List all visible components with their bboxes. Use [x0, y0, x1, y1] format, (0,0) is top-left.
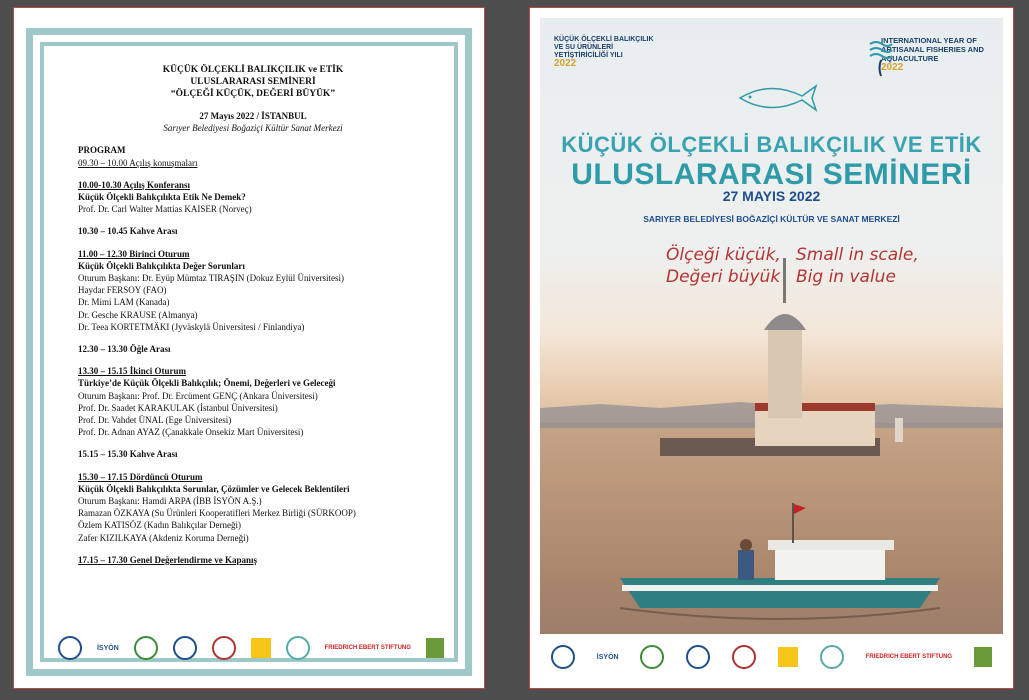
- isyon-logo: İSYÖN: [96, 644, 119, 652]
- session-2-topic: Türkiye’de Küçük Ölçekli Balıkçılık; Önemi, Değerleri ve Geleceği: [78, 378, 336, 389]
- program-date-place: 27 Mayıs 2022 / İSTANBUL: [199, 111, 307, 121]
- program-venue: Sarıyer Belediyesi Boğaziçi Kültür Sanat Merkezi: [163, 123, 343, 134]
- akdeniz-logo-icon: [426, 638, 444, 658]
- program-title-3: “ÖLÇEĞİ KÜÇÜK, DEĞERİ BÜYÜK”: [170, 89, 336, 99]
- session-1-person: Dr. Mimi LAM (Kanada): [78, 297, 170, 308]
- program-title-2: ULUSLARARASI SEMİNERİ: [190, 77, 316, 87]
- header-right-text: INTERNATIONAL YEAR OF ARTISANAL FISHERIES AND AQUACULTURE: [881, 36, 984, 63]
- dernek-logo-icon: [286, 636, 310, 660]
- session-2-person: Oturum Başkanı: Prof. Dr. Ercüment GENÇ (Ankara Üniversitesi): [78, 390, 318, 401]
- header-right-year: 2022: [881, 62, 904, 73]
- session-2-person: Prof. Dr. Adnan AYAZ (Çanakkale Onsekiz Mart Üniversitesi): [78, 427, 304, 438]
- session-2-time: 13.30 – 15.15 İkinci Oturum: [78, 366, 187, 377]
- iyafa-emblem-icon: [868, 38, 894, 78]
- conference-topic: Küçük Ölçekli Balıkçılıkta Etik Ne Demek?: [78, 192, 246, 203]
- session-2-person: Prof. Dr. Saadet KARAKULAK (İstanbul Üniversitesi): [78, 402, 278, 413]
- session-3-person: Özlem KATISÖZ (Kadın Balıkçılar Derneği): [78, 520, 241, 531]
- session-3-person: Oturum Başkanı: Hamdi ARPA (İBB İSYÖN A.Ş.): [78, 496, 262, 507]
- fao-logo-icon: [173, 636, 197, 660]
- opening-line: 09.30 – 10.00 Açılış konuşmaları: [78, 157, 198, 168]
- ege-logo-icon: [251, 638, 271, 658]
- program-label: PROGRAM: [78, 145, 126, 156]
- session-1-person: Oturum Başkanı: Dr. Eyüp Mümtaz TIRAŞIN (Dokuz Eylül Üniversitesi): [78, 273, 345, 284]
- poster-page: [530, 8, 1013, 688]
- sponsor-logos-right: [540, 634, 1003, 680]
- program-content: [78, 64, 428, 566]
- session-3-topic: Küçük Ölçekli Balıkçılıkta Sorunlar, Çözümler ve Gelecek Beklentileri: [78, 483, 350, 494]
- session-1-person: Dr. Gesche KRAUSE (Almanya): [78, 309, 198, 320]
- fes-logo: FRIEDRICH EBERT STIFTUNG: [865, 654, 953, 660]
- lunch-break: 12.30 – 13.30 Öğle Arası: [78, 344, 171, 355]
- program-page: [14, 8, 484, 688]
- closing-line: 17.15 – 17.30 Genel Değerlendirme ve Kapanış: [78, 554, 257, 565]
- ibb-logo-icon: [58, 636, 82, 660]
- header-left-year: 2022: [554, 58, 577, 69]
- fao-logo-icon: [686, 645, 710, 669]
- poster-header-left: [554, 36, 664, 69]
- sariyer-logo-icon: [640, 645, 664, 669]
- program-title-1: KÜÇÜK ÖLÇEKLİ BALIKÇILIK ve ETİK: [162, 65, 344, 75]
- surkoop-logo-icon: [212, 636, 236, 660]
- header-left-text: KÜÇÜK ÖLÇEKLİ BALIKÇILIK VE SU ÜRÜNLERİ YETİŞTİRİCİLİĞİ YILI: [554, 36, 654, 59]
- ege-logo-icon: [778, 647, 798, 667]
- conference-speaker: Prof. Dr. Carl Walter Mattias KAISER (Norveç): [78, 204, 252, 215]
- session-1-topic: Küçük Ölçekli Balıkçılıkta Değer Sorunları: [78, 260, 245, 271]
- poster-date: 27 MAYIS 2022: [722, 188, 821, 204]
- akdeniz-logo-icon: [974, 647, 992, 667]
- dernek-logo-icon: [820, 645, 844, 669]
- fish-icon: [730, 78, 820, 118]
- session-3-person: Ramazan ÖZKAYA (Su Ürünleri Kooperatifleri Merkez Birliği (SÜRKOOP): [78, 508, 356, 519]
- session-1-person: Haydar FERSOY (FAO): [78, 285, 167, 296]
- slogan-en-1: Small in scale,: [796, 245, 919, 265]
- surkoop-logo-icon: [732, 645, 756, 669]
- maidens-tower-photo: [540, 258, 1003, 638]
- coffee-break-1: 10.30 – 10.45 Kahve Arası: [78, 226, 178, 237]
- slogan-tr-2: Değeri büyük: [666, 267, 781, 287]
- session-1-time: 11.00 – 12.30 Birinci Oturum: [78, 248, 190, 259]
- coffee-break-2: 15.15 – 15.30 Kahve Arası: [78, 449, 178, 460]
- sponsor-logos-left: [58, 636, 444, 660]
- session-2-person: Prof. Dr. Vahdet ÜNAL (Ege Üniversitesi): [78, 415, 232, 426]
- session-3-person: Zafer KIZILKAYA (Akdeniz Koruma Derneği): [78, 532, 249, 543]
- poster: [540, 18, 1003, 680]
- poster-title-1: KÜÇÜK ÖLÇEKLİ BALIKÇILIK VE ETİK: [561, 132, 982, 157]
- sariyer-logo-icon: [134, 636, 158, 660]
- slogan-en-2: Big in value: [796, 267, 896, 287]
- conference-time: 10.00-10.30 Açılış Konferansı: [78, 179, 190, 190]
- poster-title-2: ULUSLARARASI SEMİNERİ: [571, 158, 972, 191]
- fes-logo: FRIEDRICH EBERT STIFTUNG: [324, 645, 411, 651]
- slogan-tr-1: Ölçeği küçük,: [666, 245, 781, 265]
- poster-venue: SARIYER BELEDİYESİ BOĞAZİÇİ KÜLTÜR VE SANAT MERKEZİ: [643, 214, 900, 224]
- ibb-logo-icon: [551, 645, 575, 669]
- poster-header-right: [881, 36, 991, 72]
- isyon-logo: İSYÖN: [596, 653, 619, 661]
- session-1-person: Dr. Teea KORTETMÄKI (Jyväskylä Üniversitesi / Finlandiya): [78, 321, 305, 332]
- session-3-time: 15.30 – 17.15 Dördüncü Oturum: [78, 471, 203, 482]
